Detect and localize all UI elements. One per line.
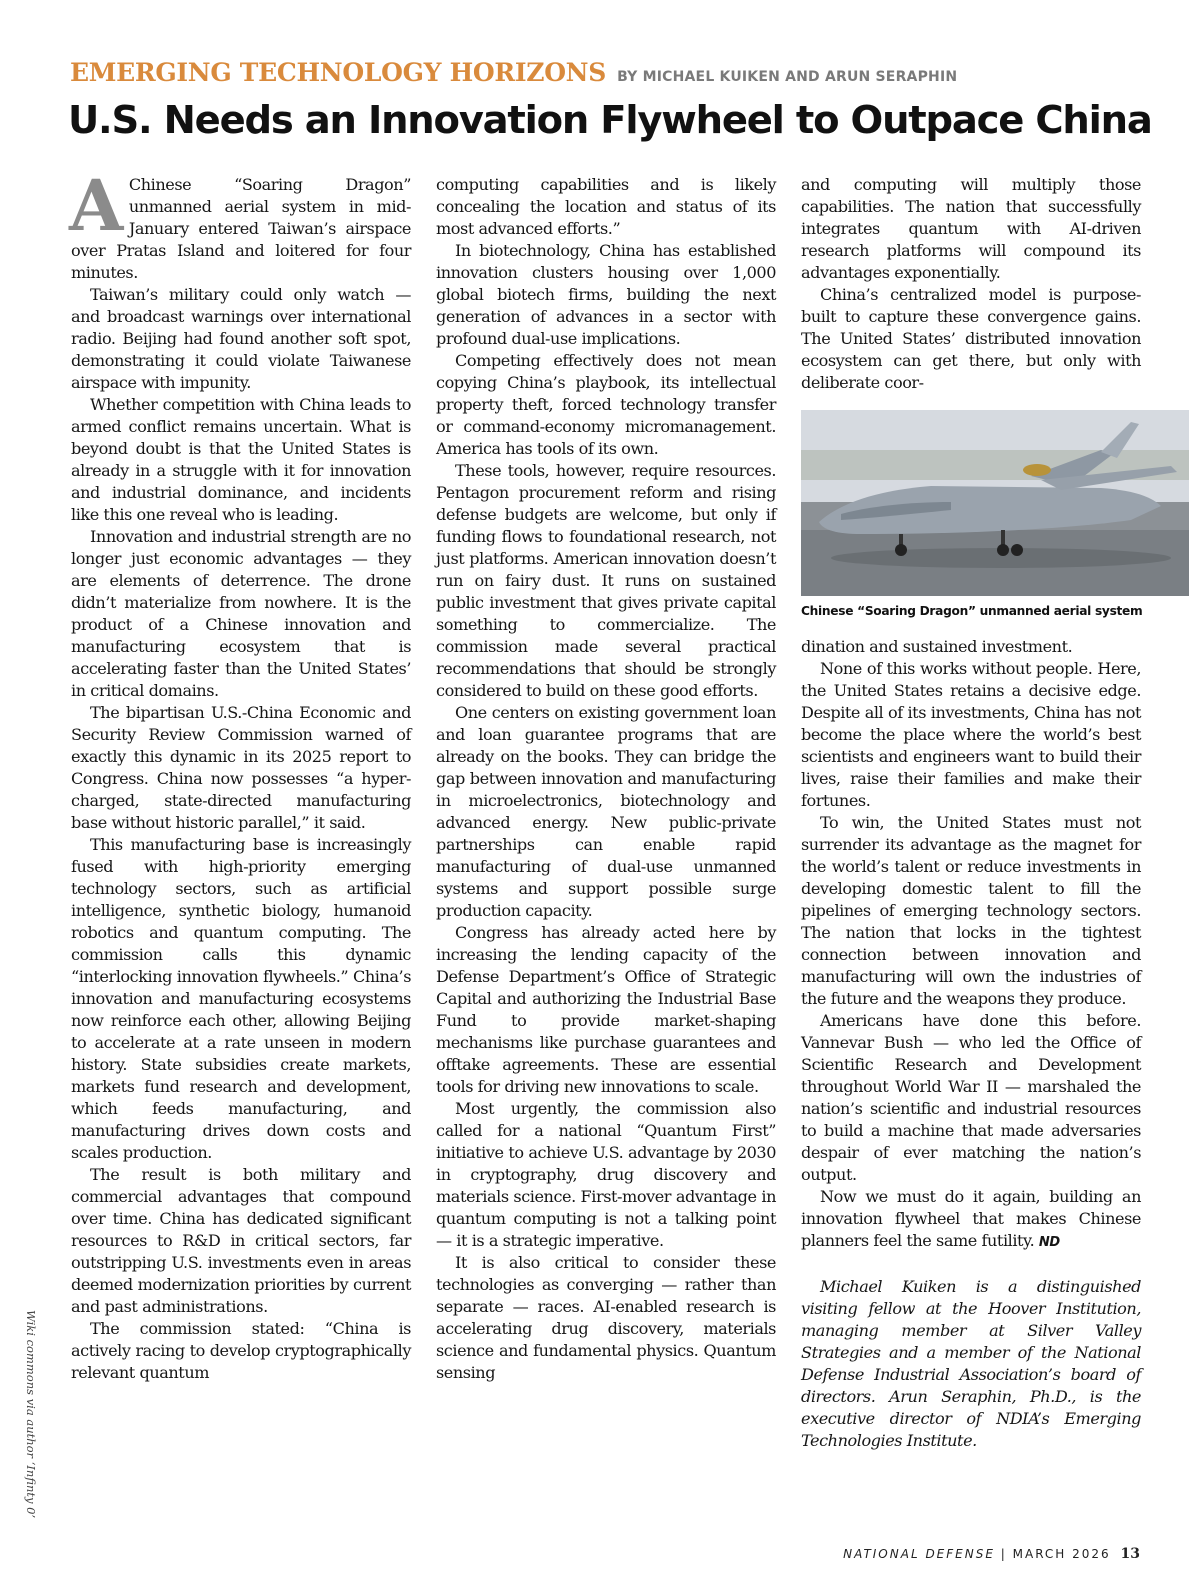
kicker-row (70, 58, 957, 92)
article-paragraph: Taiwan’s military could only watch — and broadcast warnings over international radio. Beijing had found another soft spot, demonstrating it could violate Taiwanese airspace with impunity. (71, 285, 411, 392)
article-column-1 (69, 164, 411, 1384)
article-column-3-bottom (801, 636, 1141, 1452)
article-paragraph: A Chinese “Soaring Dragon” unmanned aerial system in mid-January entered Taiwan’s airspace over Pratas Island and loitered for four minutes. (69, 164, 411, 282)
author-bio: Michael Kuiken is a distinguished visiting fellow at the Hoover Institution, managing member at Silver Valley Strategies and a member of the National Defense Industrial Association’s board of directors. Arun Seraphin, Ph.D., is the executive director of NDIA’s Emerging Technologies Institute. (801, 1277, 1141, 1450)
article-paragraph: The commission stated: “China is actively racing to develop cryptographically relevant quantum (71, 1319, 411, 1382)
article-paragraph: Innovation and industrial strength are no longer just economic advantages — they are elements of deterrence. The drone didn’t materialize from nowhere. It is the product of a Chinese innovation and manufacturing ecosystem that is accelerating faster than the United States’ in critical domains. (71, 527, 411, 700)
article-paragraph: Congress has already acted here by increasing the lending capacity of the Defense Department’s Office of Strategic Capital and authorizing the Industrial Base Fund to provide market-shaping mechanisms like purchase guarantees and offtake agreements. These are essential tools for driving new innovations to scale. (436, 923, 776, 1096)
article-paragraph: The result is both military and commercial advantages that compound over time. China has dedicated significant resources to R&D in critical sectors, far outstripping U.S. investments even in areas deemed modernization priorities by current and past administrations. (71, 1165, 411, 1316)
soaring-dragon-drone-illustration (801, 410, 1189, 596)
article-paragraph: and computing will multiply those capabilities. The nation that successfully integrates quantum with AI-driven research platforms will compound its advantages exponentially. (801, 175, 1141, 282)
section-kicker: EMERGING TECHNOLOGY HORIZONS (70, 58, 606, 87)
article-paragraph: In biotechnology, China has established innovation clusters housing over 1,000 global biotech firms, building the next generation of advances in a sector with profound dual-use implications. (436, 241, 776, 348)
article-column-2 (436, 174, 776, 1384)
article-column-3-top (801, 174, 1141, 394)
article-paragraph: None of this works without people. Here, the United States retains a decisive edge. Despite all of its investments, China has not become the place where the world’s best scientists and engineers want to build their lives, raise their families and make their fortunes. (801, 659, 1141, 810)
photo-caption: Chinese “Soaring Dragon” unmanned aerial system (801, 604, 1143, 618)
article-paragraph: Competing effectively does not mean copying China’s playbook, its intellectual property theft, forced technology transfer or command-economy micromanagement. America has tools of its own. (436, 351, 776, 458)
publication-name: NATIONAL DEFENSE (843, 1547, 995, 1561)
article-paragraph: computing capabilities and is likely concealing the location and status of its most advanced efforts.” (436, 175, 776, 238)
article-paragraph: To win, the United States must not surrender its advantage as the magnet for the world’s talent or reduce investments in developing domestic talent to fill the pipelines of emerging technology sectors. The nation that locks in the tightest connection between innovation and manufacturing will own the industries of the future and the weapons they produce. (801, 813, 1141, 1008)
article-paragraph: Most urgently, the commission also called for a national “Quantum First” initiative to achieve U.S. advantage by 2030 in cryptography, drug discovery and materials science. First-mover advantage in quantum computing is not a talking point — it is a strategic imperative. (436, 1099, 776, 1250)
article-paragraph: Whether competition with China leads to armed conflict remains uncertain. What is beyond doubt is that the United States is already in a struggle with it for innovation and industrial dominance, and incidents like this one reveal who is leading. (71, 395, 411, 524)
article-paragraph: These tools, however, require resources. Pentagon procurement reform and rising defense budgets are welcome, but only if funding flows to foundational research, not just platforms. American innovation doesn’t run on fairy dust. It runs on sustained public investment that gives private capital something to commercialize. The commission made several practical recommendations that should be strongly considered to build on these good efforts. (436, 461, 776, 700)
issue-date: MARCH 2026 (1012, 1547, 1111, 1561)
article-paragraph: One centers on existing government loan and loan guarantee programs that are already on the books. They can bridge the gap between innovation and manufacturing in microelectronics, biotechnology and advanced energy. New public-private partnerships can enable rapid manufacturing of dual-use unmanned systems and support possible surge production capacity. (436, 703, 776, 920)
article-headline: U.S. Needs an Innovation Flywheel to Outpace China (68, 98, 1152, 143)
end-mark: ND (1038, 1235, 1060, 1250)
article-paragraph: Americans have done this before. Vannevar Bush — who led the Office of Scientific Research and Development throughout World War II — marshaled the nation’s scientific and industrial resources to build a machine that made adversaries despair of ever matching the nation’s output. (801, 1011, 1141, 1184)
article-paragraph: China’s centralized model is purpose-built to capture these convergence gains. The United States’ distributed innovation ecosystem can get there, but only with deliberate coor- (801, 285, 1141, 392)
article-paragraph: This manufacturing base is increasingly fused with high-priority emerging technology sectors, such as artificial intelligence, synthetic biology, humanoid robotics and quantum computing. The commission calls this dynamic “interlocking innovation flywheels.” China’s innovation and manufacturing ecosystems now reinforce each other, allowing Beijing to accelerate at a rate unseen in modern history. State subsidies create markets, markets fund research and development, which feeds manufacturing, and manufacturing drives down costs and scales production. (71, 835, 411, 1162)
drop-cap: A (69, 164, 123, 247)
drone-photo (801, 410, 1189, 596)
footer-separator: | (1000, 1547, 1007, 1561)
article-paragraph: The bipartisan U.S.-China Economic and Security Review Commission warned of exactly this dynamic in its 2025 report to Congress. China now possesses “a hyper-charged, state-directed manufacturing base without historic parallel,” it said. (71, 703, 411, 832)
page-footer (843, 1546, 1140, 1562)
article-paragraph: Now we must do it again, building an innovation flywheel that makes Chinese planners feel the same futility. ND (801, 1187, 1141, 1250)
page-number: 13 (1120, 1546, 1140, 1562)
article-paragraph: It is also critical to consider these technologies as converging — rather than separate — races. AI-enabled research is accelerating drug discovery, materials science and fundamental physics. Quantum sensing (436, 1253, 776, 1382)
article-paragraph: dination and sustained investment. (801, 637, 1073, 656)
byline: BY MICHAEL KUIKEN AND ARUN SERAPHIN (617, 69, 958, 85)
photo-credit: Wiki commons via author ‘Infinty 0’ (24, 1310, 38, 1519)
